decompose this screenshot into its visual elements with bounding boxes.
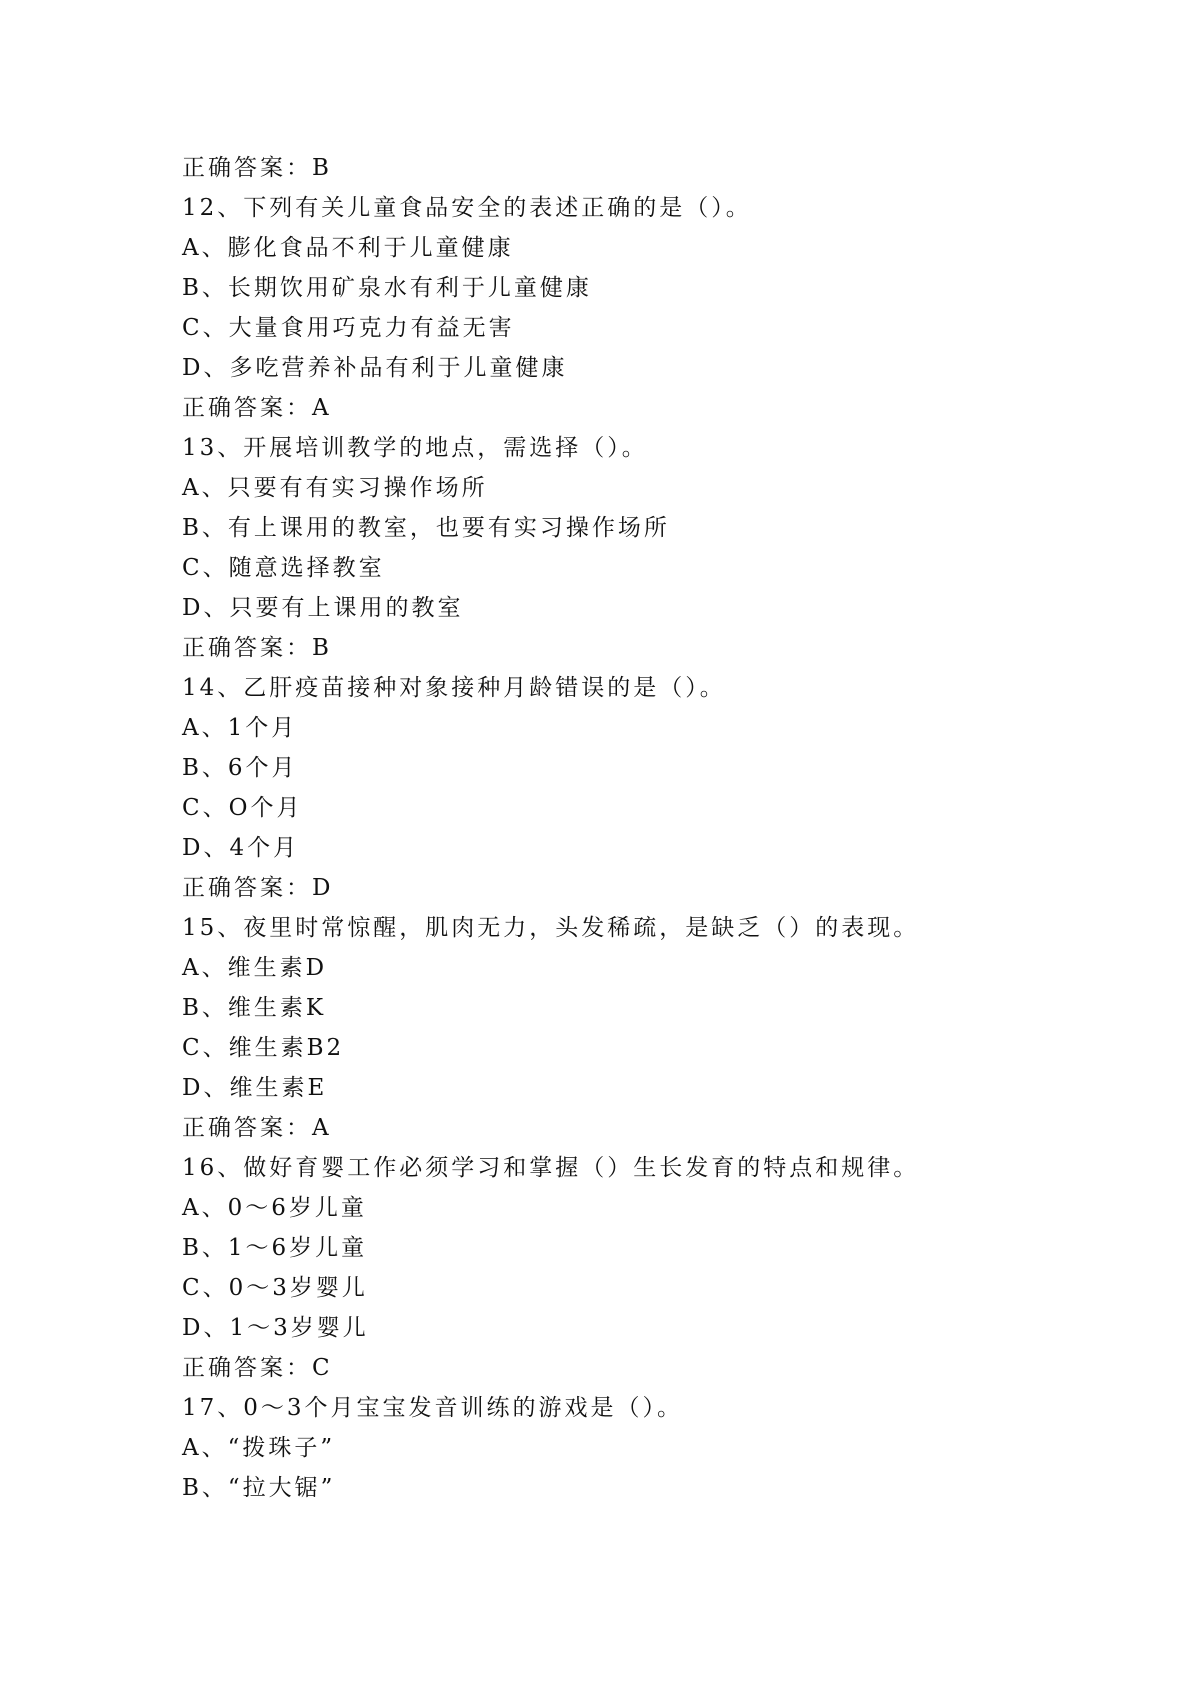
question-12: 12、下列有关儿童食品安全的表述正确的是（）。 [182,195,752,221]
option-line: D、4个月 [182,835,300,861]
option-line: C、大量食用巧克力有益无害 [182,315,515,341]
answer-line: 正确答案：A [182,395,332,421]
option-line: D、维生素E [182,1075,328,1101]
option-line: B、长期饮用矿泉水有利于儿童健康 [182,275,592,301]
question-17: 17、0～3个月宝宝发音训练的游戏是（）。 [182,1395,684,1421]
option-line: B、有上课用的教室，也要有实习操作场所 [182,515,670,541]
answer-line: 正确答案：B [182,635,332,661]
option-line: A、0～6岁儿童 [182,1195,367,1221]
question-16: 16、做好育婴工作必须学习和掌握（）生长发育的特点和规律。 [182,1155,920,1181]
question-list [182,148,1082,1508]
option-line: B、维生素K [182,995,327,1021]
answer-line: 正确答案：B [182,155,332,181]
option-line: B、6个月 [182,755,298,781]
answer-line: 正确答案：A [182,1115,332,1141]
option-line: D、多吃营养补品有利于儿童健康 [182,355,568,381]
question-15: 15、夜里时常惊醒，肌肉无力，头发稀疏，是缺乏（）的表现。 [182,915,920,941]
option-line: A、“拨珠子” [182,1435,336,1461]
option-line: D、1～3岁婴儿 [182,1315,369,1341]
answer-line: 正确答案：D [182,875,334,901]
option-line: C、0～3岁婴儿 [182,1275,368,1301]
option-line: A、膨化食品不利于儿童健康 [182,235,514,261]
option-line: C、O个月 [182,795,303,821]
option-line: A、只要有有实习操作场所 [182,475,488,501]
option-line: C、随意选择教室 [182,555,385,581]
option-line: C、维生素B2 [182,1035,345,1061]
question-13: 13、开展培训教学的地点，需选择（）。 [182,435,648,461]
option-line: A、维生素D [182,955,328,981]
option-line: D、只要有上课用的教室 [182,595,464,621]
option-line: A、1个月 [182,715,298,741]
option-line: B、1～6岁儿童 [182,1235,368,1261]
answer-line: 正确答案：C [182,1355,333,1381]
option-line: B、“拉大锯” [182,1475,336,1501]
question-14: 14、乙肝疫苗接种对象接种月龄错误的是（）。 [182,675,726,701]
